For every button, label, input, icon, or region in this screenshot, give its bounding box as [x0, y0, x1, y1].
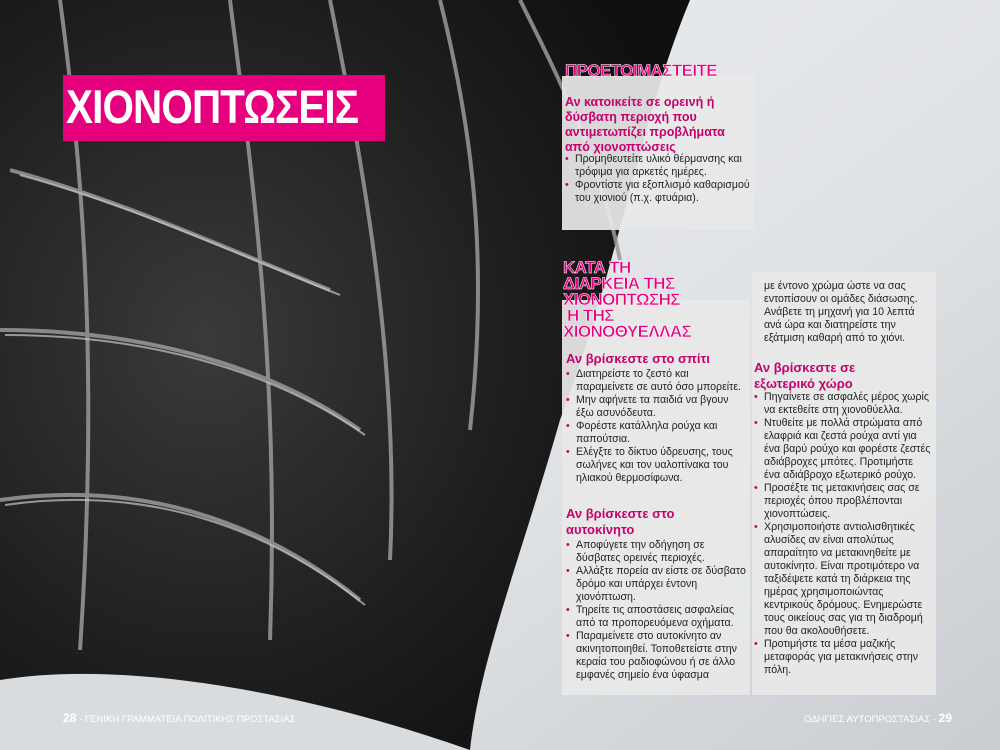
list-item: • Ντυθείτε με πολλά στρώματα από ελαφριά και ζεστά ρούχα αντί για ένα βαρύ ρούχο και φορέστε ζεστές αδιάβροχες μπότες. Προτιμήστε ένα αδιάβροχο εξωτερικό ρούχο. — [754, 417, 932, 482]
prepare-list — [565, 153, 751, 205]
during-heading-line: ΔΙΑΡΚΕΙΑ ΤΗΣ — [563, 274, 675, 293]
during-heading-line: Η ΤΗΣ — [567, 306, 614, 325]
footer-left — [63, 711, 295, 725]
during-heading-line: ΧΙΟΝΟΘΥΕΛΛΑΣ — [563, 322, 692, 341]
list-item: • Φορέστε κατάλληλα ρούχα και παπούτσια. — [566, 420, 746, 446]
list-item: • Προμηθευτείτε υλικό θέρμανσης και τρόφιμα για αρκετές ημέρες. — [565, 153, 751, 179]
list-item: • Τηρείτε τις αποστάσεις ασφαλείας από τα προπορευόμενα οχήματα. — [566, 604, 746, 630]
page-number-left: 28 — [63, 711, 77, 725]
car-subheading: Αν βρίσκεστε στο αυτοκίνητο — [566, 506, 675, 537]
list-item: • Χρησιμοποιήστε αντιολισθητικές αλυσίδες αν είναι απολύτως απαραίτητο να μετακινηθείτε με αυτοκίνητο. Είναι προτιμότερο να ταξιδέψετε κατά τη διάρκεια της ημέρας χρησιμοποιώντας κεντρικούς δρόμους. Ενημερώστε τους οικείους σας για τη διαδρομή που θα ακολουθήσετε. — [754, 521, 932, 638]
page-number-right: 29 — [938, 711, 953, 725]
car-list — [566, 539, 746, 682]
home-list — [566, 368, 746, 485]
during-heading — [563, 260, 763, 340]
during-heading-line: ΧΙΟΝΟΠΤΩΣΗΣ — [563, 290, 680, 309]
footer-right — [804, 711, 952, 725]
list-item: • Αποφύγετε την οδήγηση σε δύσβατες ορεινές περιοχές. — [566, 539, 746, 565]
list-item: • Ελέγξτε το δίκτυο ύδρευσης, τους σωλήνες και τον υαλοπίνακα του ηλιακού θερμοσίφωνα. — [566, 446, 746, 485]
list-item: • Μην αφήνετε τα παιδιά να βγουν έξω ασυνόδευτα. — [566, 394, 746, 420]
list-item: • Παραμείνετε στο αυτοκίνητο αν ακινητοποιηθεί. Τοποθετείστε στην κεραία του ραδιοφώνου ή σε άλλο εμφανές σημείο ένα ύφασμα — [566, 630, 746, 682]
footer-separator: · — [932, 714, 939, 725]
list-item: • Προσέξτε τις μετακινήσεις σας σε περιοχές όπου προβλέπονται χιονοπτώσεις. — [754, 482, 932, 521]
car-continued-text: με έντονο χρώμα ώστε να σας εντοπίσουν οι ομάδες διάσωσης. Ανάβετε τη μηχανή για 10 λεπτά ανά ώρα και διατηρείστε την εξάτμιση καθαρή από το χιόνι. — [764, 280, 918, 344]
list-item: • Προτιμήστε τα μέσα μαζικής μεταφοράς για μετακινήσεις στην πόλη. — [754, 638, 932, 677]
footer-left-text: ΓΕΝΙΚΗ ΓΡΑΜΜΑΤΕΙΑ ΠΟΛΙΤΙΚΗΣ ΠΡΟΣΤΑΣΙΑΣ — [84, 714, 296, 725]
list-item: • Φροντίστε για εξοπλισμό καθαρισμού του χιονιού (π.χ. φτυάρια). — [565, 179, 751, 205]
footer-right-text: ΟΔΗΓΙΕΣ ΑΥΤΟΠΡΟΣΤΑΣΙΑΣ — [804, 714, 931, 725]
footer-separator: · — [79, 714, 85, 725]
page-title: ΧΙΟΝΟΠΤΩΣΕΙΣ — [66, 80, 359, 133]
list-item: • Αλλάξτε πορεία αν είστε σε δύσβατο δρόμο και υπάρχει έντονη χιονόπτωση. — [566, 565, 746, 604]
prepare-subheading: Αν κατοικείτε σε ορεινή ή δύσβατη περιοχή που αντιμετωπίζει προβλήματα από χιονοπτώσεις — [565, 95, 725, 154]
outdoor-list — [754, 391, 932, 677]
list-item: • Πηγαίνετε σε ασφαλές μέρος χωρίς να εκτεθείτε στη χιονοθύελλα. — [754, 391, 932, 417]
outdoor-subheading: Αν βρίσκεστε σε εξωτερικό χώρο — [754, 360, 856, 391]
prepare-heading: ΠΡΟΕΤΟΙΜΑΣΤΕΙΤΕ — [565, 61, 718, 80]
list-item: • Διατηρείστε το ζεστό και παραμείνετε σε αυτό όσο μπορείτε. — [566, 368, 746, 394]
during-heading-line: ΚΑΤΑ ΤΗ — [563, 258, 631, 277]
home-subheading: Αν βρίσκεστε στο σπίτι — [566, 351, 710, 366]
